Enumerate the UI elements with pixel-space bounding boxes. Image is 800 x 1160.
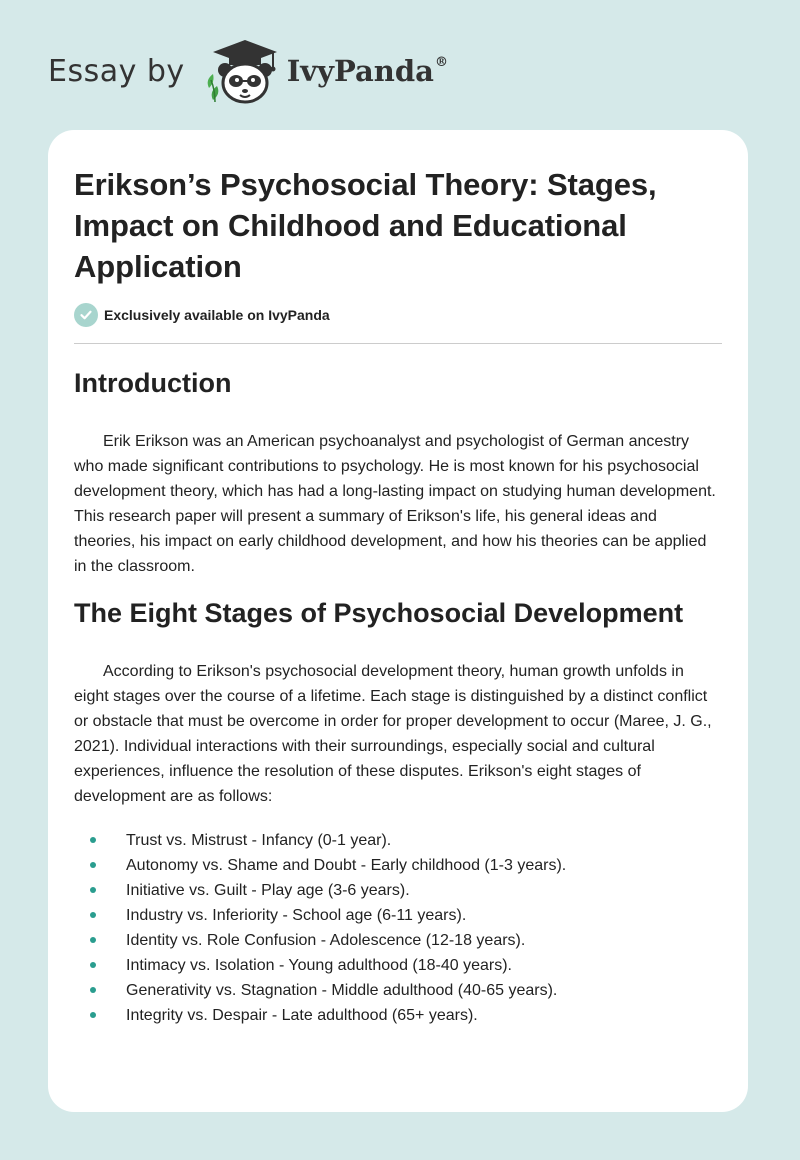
registered-mark: ® xyxy=(434,55,448,71)
stage-text: Initiative vs. Guilt - Play age (3-6 years). xyxy=(126,882,410,899)
stages-list xyxy=(74,828,722,1028)
stage-text: Integrity vs. Despair - Late adulthood (65+ years). xyxy=(126,1007,478,1024)
bullet-dot-icon xyxy=(90,937,96,943)
stage-text: Industry vs. Inferiority - School age (6-11 years). xyxy=(126,907,467,924)
section-heading-eight-stages: The Eight Stages of Psychosocial Development xyxy=(74,598,684,628)
exclusive-badge xyxy=(74,302,722,328)
ivypanda-logo[interactable] xyxy=(199,36,448,106)
section-heading-introduction: Introduction xyxy=(74,368,232,398)
brand-name xyxy=(287,54,448,88)
list-item xyxy=(74,1003,722,1028)
introduction-paragraph: Erik Erikson was an American psychoanalyst and psychologist of German ancestry who made significant contributions to psychology. He is most known for his psychosocial development theory, which has had a long-lasting impact on studying human development. This research paper will present a summary of Erikson's life, his general ideas and theories, his impact on early childhood development, and how his theories can be applied in the classroom. xyxy=(74,433,716,575)
essay-content xyxy=(74,164,722,1028)
list-item xyxy=(74,903,722,928)
essay-card xyxy=(48,130,748,1112)
bullet-dot-icon xyxy=(90,837,96,843)
list-item xyxy=(74,878,722,903)
stage-text: Trust vs. Mistrust - Infancy (0-1 year). xyxy=(126,832,392,849)
stage-text: Identity vs. Role Confusion - Adolescence (12-18 years). xyxy=(126,932,526,949)
panda-mascot-icon xyxy=(199,36,283,106)
list-item xyxy=(74,928,722,953)
stage-text: Intimacy vs. Isolation - Young adulthood (18-40 years). xyxy=(126,957,512,974)
site-header xyxy=(48,36,448,106)
eight-stages-paragraph: According to Erikson's psychosocial development theory, human growth unfolds in eight stages over the course of a lifetime. Each stage is distinguished by a distinct conflict or obstacle that must be overcome in order for proper development to occur (Maree, J. G., 2021). Individual interactions with their surroundings, especially social and cultural experiences, influence the resolution of these disputes. Erikson's eight stages of development are as follows: xyxy=(74,663,712,805)
stage-text: Autonomy vs. Shame and Doubt - Early childhood (1-3 years). xyxy=(126,857,567,874)
exclusive-label: Exclusively available on IvyPanda xyxy=(104,307,330,323)
bullet-dot-icon xyxy=(90,912,96,918)
bullet-dot-icon xyxy=(90,962,96,968)
stage-text: Generativity vs. Stagnation - Middle adulthood (40-65 years). xyxy=(126,982,558,999)
list-item xyxy=(74,953,722,978)
title-divider xyxy=(74,343,722,344)
bullet-dot-icon xyxy=(90,887,96,893)
list-item xyxy=(74,978,722,1003)
bullet-dot-icon xyxy=(90,987,96,993)
essay-by-label: Essay by xyxy=(48,53,185,89)
check-circle-icon xyxy=(74,303,98,327)
essay-title: Erikson’s Psychosocial Theory: Stages, Impact on Childhood and Educational Application xyxy=(74,167,657,284)
bullet-dot-icon xyxy=(90,862,96,868)
brand-name-text: IvyPanda xyxy=(286,54,434,88)
list-item xyxy=(74,853,722,878)
bullet-dot-icon xyxy=(90,1012,96,1018)
list-item xyxy=(74,828,722,853)
